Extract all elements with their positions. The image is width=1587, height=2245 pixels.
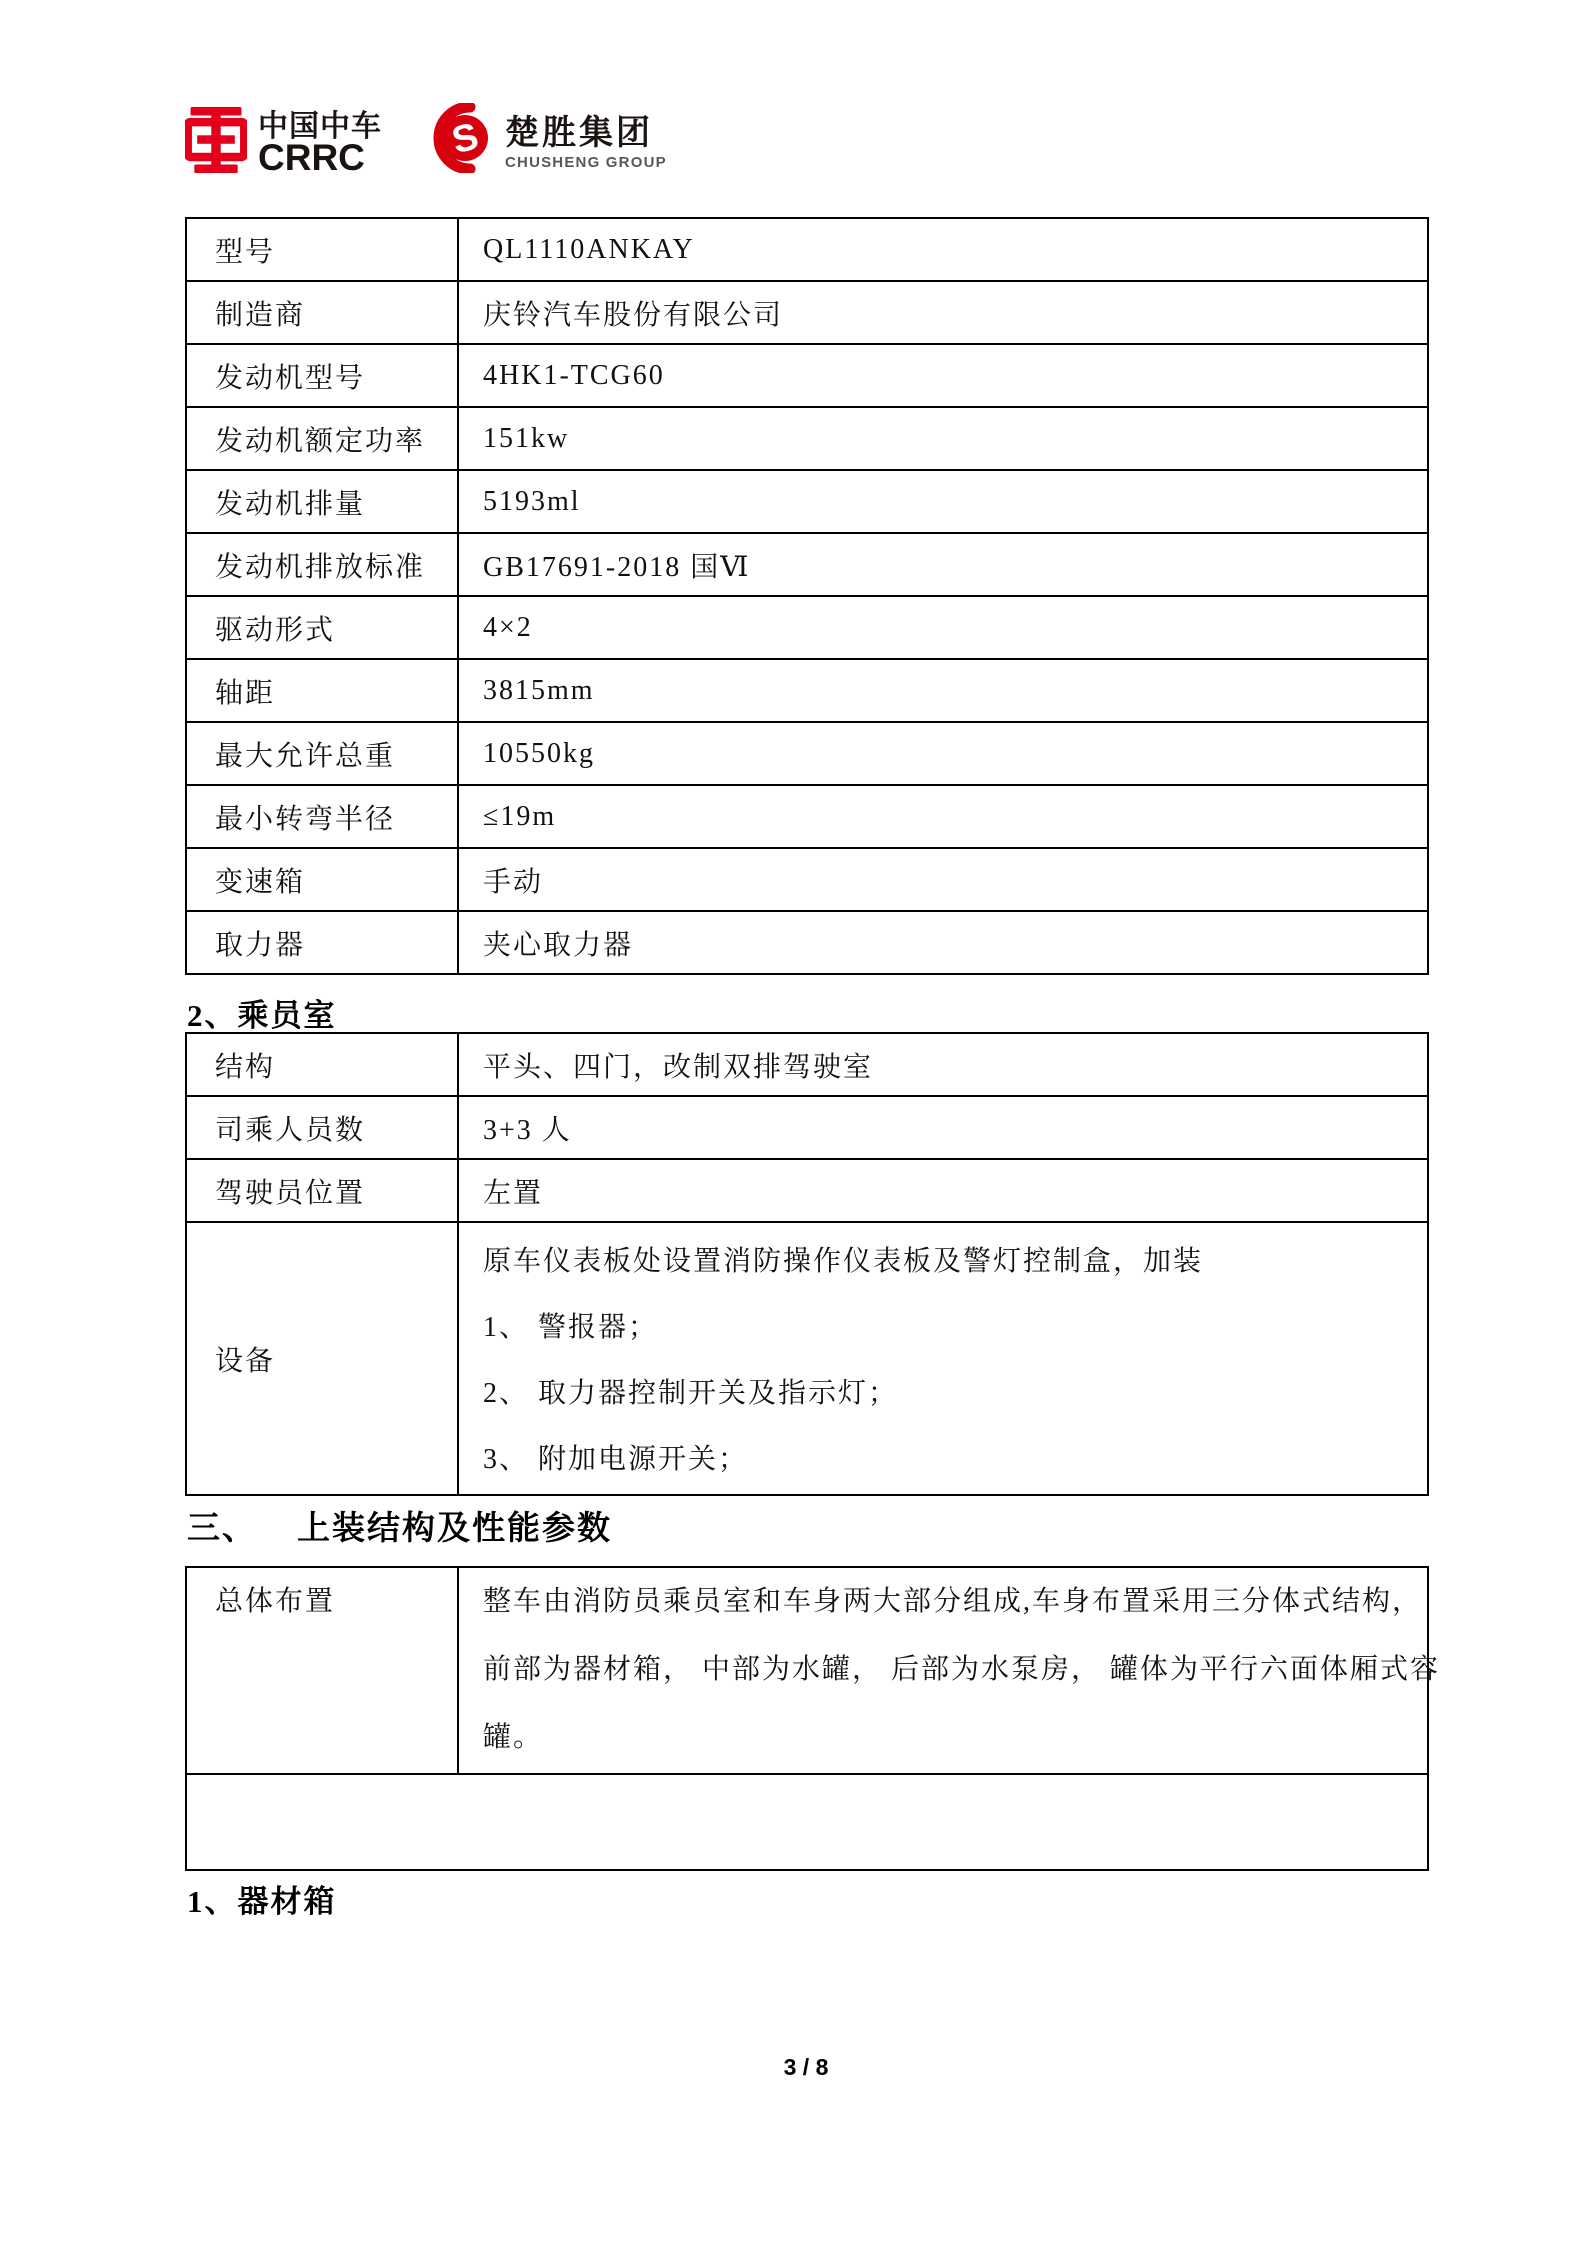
spec-label: 最小转弯半径 [186,785,458,848]
spec-label: 制造商 [186,281,458,344]
table-row [186,1096,1428,1159]
section-number: 三、 [187,1511,257,1547]
spec-value: GB17691-2018 国Ⅵ [458,533,1428,596]
spec-value: 5193ml [458,470,1428,533]
spec-value: 151kw [458,407,1428,470]
spec-value: 4×2 [458,596,1428,659]
crew-cab-table [185,1032,1429,1496]
spec-value: 10550kg [458,722,1428,785]
spec-label: 驱动形式 [186,596,458,659]
table-row [186,785,1428,848]
table-row [186,407,1428,470]
overall-line: 前部为器材箱， 中部为水罐， 后部为水泵房， 罐体为平行六面体厢式容 [483,1654,1441,1685]
table-row [186,596,1428,659]
table-row [186,533,1428,596]
svg-text:S: S [447,115,483,163]
spec-label: 发动机排放标准 [186,533,458,596]
spec-label: 最大允许总重 [186,722,458,785]
spec-label: 驾驶员位置 [186,1159,458,1222]
spec-label: 司乘人员数 [186,1096,458,1159]
equipment-line: 原车仪表板处设置消防操作仪表板及警灯控制盒，加装 [483,1246,1204,1277]
empty-cell [186,1774,1428,1870]
table-row-overall-layout [186,1567,1428,1774]
spec-value: 手动 [458,848,1428,911]
spec-label: 取力器 [186,911,458,974]
spec-label: 发动机排量 [186,470,458,533]
spec-value: 夹心取力器 [458,911,1428,974]
table-row [186,722,1428,785]
overall-line: 整车由消防员乘员室和车身两大部分组成,车身布置采用三分体式结构， [483,1586,1423,1617]
chusheng-logo-icon [416,103,500,173]
spec-value: 庆铃汽车股份有限公司 [458,281,1428,344]
upper-structure-table [185,1566,1441,1871]
table-row [186,344,1428,407]
chassis-spec-table [185,217,1429,975]
table-row [186,848,1428,911]
crrc-en-label: CRRC [258,137,365,178]
spec-label: 发动机额定功率 [186,407,458,470]
table-row [186,470,1428,533]
spec-label: 设备 [186,1222,458,1495]
spec-label: 总体布置 [186,1567,458,1774]
spec-value: 左置 [458,1159,1428,1222]
spec-label: 结构 [186,1033,458,1096]
spec-value: 平头、四门，改制双排驾驶室 [458,1033,1428,1096]
crrc-logo-text [258,110,382,178]
table-row [186,911,1428,974]
spec-label: 发动机型号 [186,344,458,407]
page-number: 3 / 8 [783,2054,829,2080]
spec-value: 3+3 人 [458,1096,1428,1159]
table-row [186,218,1428,281]
empty-table-row [186,1774,1428,1870]
chusheng-cn-label: 楚胜集团 [505,114,653,152]
spec-value-multiline [458,1222,1428,1495]
spec-label: 轴距 [186,659,458,722]
section-heading-upper-structure [187,1502,612,1549]
spec-label: 变速箱 [186,848,458,911]
table-row [186,1033,1428,1096]
crrc-logo-icon [185,107,247,173]
table-row-equipment [186,1222,1428,1495]
equipment-line: 1、 警报器； [483,1312,659,1343]
table-row [186,281,1428,344]
crrc-cn-label: 中国中车 [258,110,382,143]
spec-label: 型号 [186,218,458,281]
equipment-line: 2、 取力器控制开关及指示灯； [483,1378,899,1409]
spec-value: ≤19m [458,785,1428,848]
chusheng-logo-text [505,115,667,172]
section-title: 上装结构及性能参数 [297,1511,612,1547]
equipment-line: 3、 附加电源开关； [483,1444,749,1475]
section-heading-crew-cab: 2、乘员室 [187,998,337,1033]
section-heading-equipment-box: 1、器材箱 [187,1884,337,1919]
spec-value-multiline [458,1567,1441,1774]
table-row [186,659,1428,722]
chusheng-en-label: CHUSHENG GROUP [505,154,667,171]
spec-value: 3815mm [458,659,1428,722]
table-row [186,1159,1428,1222]
spec-value: 4HK1-TCG60 [458,344,1428,407]
overall-line: 罐。 [483,1722,544,1753]
spec-value: QL1110ANKAY [458,218,1428,281]
